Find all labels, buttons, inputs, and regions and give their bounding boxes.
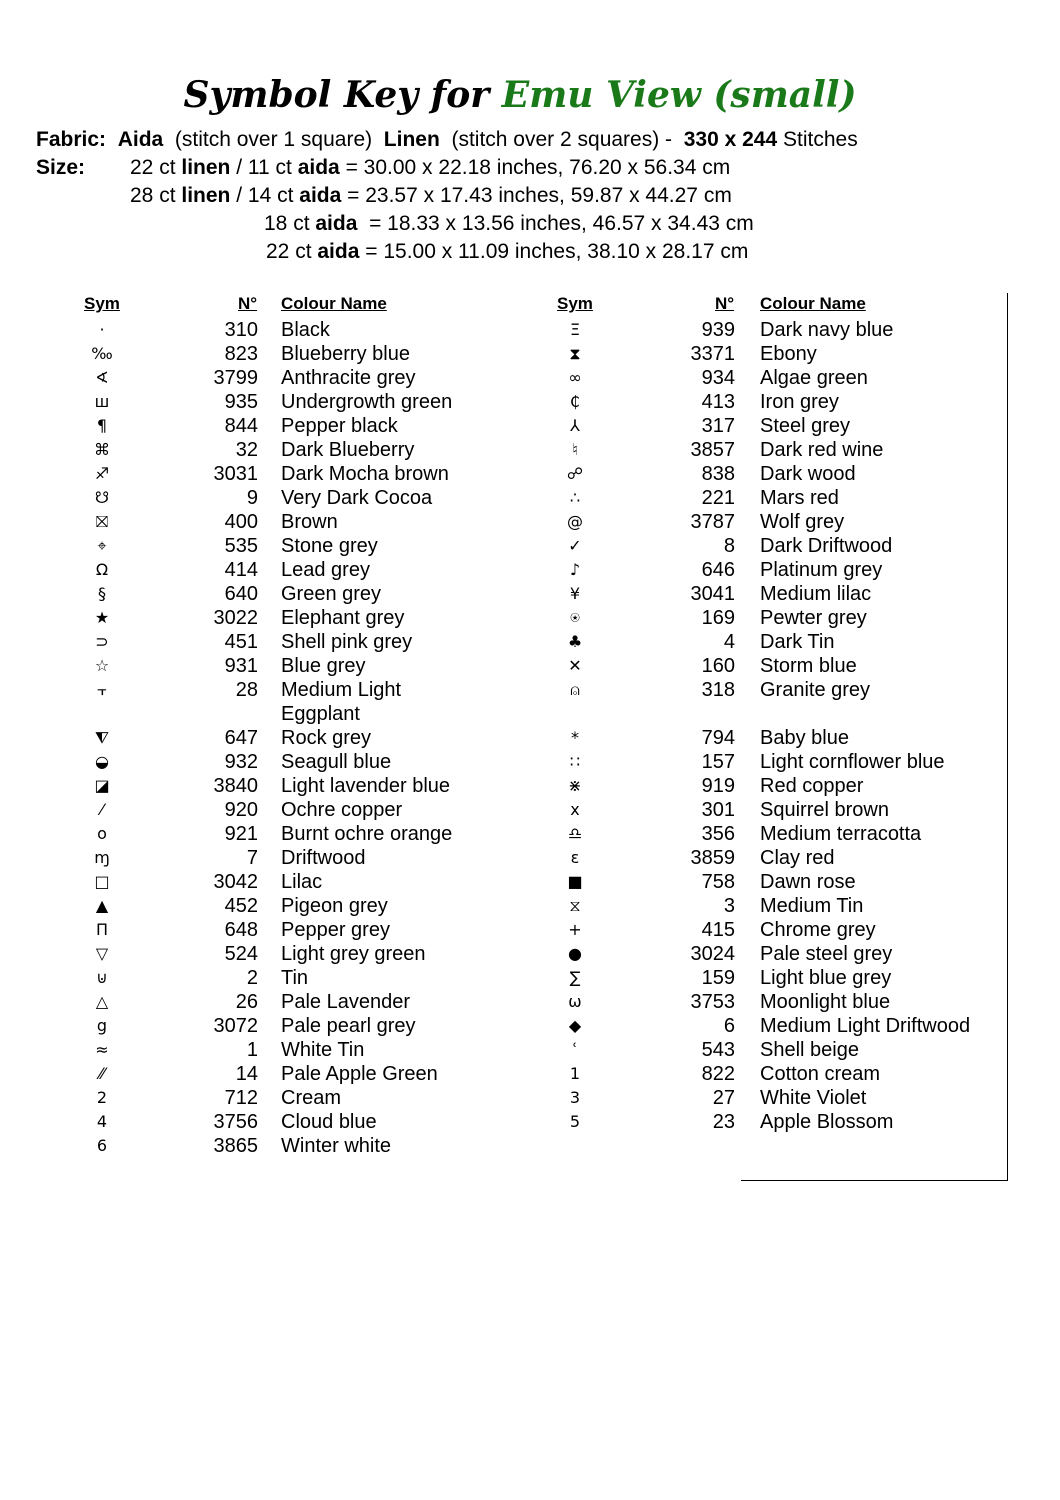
dmc-number: 919 (701, 775, 735, 797)
colour-name: Dark wood (760, 463, 856, 485)
colour-name: Brown (281, 511, 338, 533)
dmc-number: 921 (224, 823, 258, 845)
symbol-icon: ∢ (95, 368, 109, 387)
colour-name: Medium lilac (760, 583, 872, 605)
symbol-icon: 3 (569, 1088, 581, 1107)
dmc-number: 3857 (690, 439, 735, 461)
symbol-icon: 5 (569, 1112, 581, 1131)
dmc-number: 2 (246, 967, 258, 989)
colour-name: Red copper (760, 775, 864, 797)
dmc-number: 712 (224, 1087, 258, 1109)
symbol-icon: ☋ (94, 488, 110, 507)
dmc-number: 3 (723, 895, 735, 917)
colour-name: Medium Light Driftwood (760, 1015, 971, 1037)
dmc-number: 6 (723, 1015, 735, 1037)
border-line (741, 1180, 1008, 1181)
symbol-icon: ¥ (569, 584, 581, 603)
dmc-number: 838 (701, 463, 735, 485)
colour-name: Steel grey (760, 415, 851, 437)
dmc-number: 3072 (213, 1015, 258, 1037)
dmc-number: 3022 (213, 607, 258, 629)
symbol-icon: @ (567, 512, 583, 531)
colour-name: Pale steel grey (760, 943, 893, 965)
symbol-icon: △ (95, 992, 109, 1011)
colour-name: Cotton cream (760, 1063, 881, 1085)
dmc-number: 414 (224, 559, 258, 581)
symbol-icon: ш (94, 392, 110, 411)
symbol-icon: Π (95, 920, 109, 939)
size-line: 22 ct aida = 15.00 x 11.09 inches, 38.10 x 28.17 cm (266, 240, 749, 263)
colour-name: Squirrel brown (760, 799, 889, 821)
symbol-icon: x (570, 800, 580, 819)
colour-name: Dark Mocha brown (281, 463, 449, 485)
dmc-number: 535 (224, 535, 258, 557)
symbol-icon: ʿ (572, 1040, 578, 1059)
symbol-icon: 4 (96, 1112, 108, 1131)
dmc-number: 317 (701, 415, 735, 437)
dmc-number: 939 (701, 319, 735, 341)
colour-name: Ochre copper (281, 799, 403, 821)
dmc-number: 415 (701, 919, 735, 941)
dmc-number: 932 (224, 751, 258, 773)
symbol-icon: ⊃ (95, 632, 109, 651)
page-title (0, 72, 1040, 118)
size-line: 22 ct linen / 11 ct aida = 30.00 x 22.18 inches, 76.20 x 56.34 cm (130, 156, 731, 179)
colour-name: Dark Tin (760, 631, 835, 653)
colour-name: Tin (281, 967, 309, 989)
colour-name: Seagull blue (281, 751, 392, 773)
symbol-icon: ∞ (568, 368, 582, 387)
symbol-icon: 6 (96, 1136, 108, 1155)
symbol-icon: ₵ (569, 392, 581, 411)
symbol-icon: Ω (95, 560, 109, 579)
colour-name: Pale Apple Green (281, 1063, 438, 1085)
symbol-icon: ‰ (91, 344, 113, 363)
colour-name: Lead grey (281, 559, 370, 581)
symbol-icon: ☍ (566, 464, 584, 483)
symbol-icon: ◒ (95, 752, 109, 771)
size-label: Size: (36, 156, 86, 179)
dmc-number: 23 (712, 1111, 735, 1133)
symbol-icon: ▲ (95, 896, 109, 915)
symbol-icon: ∑ (569, 968, 581, 987)
symbol-icon: ♪ (569, 560, 581, 579)
symbol-icon: ¶ (96, 416, 108, 435)
dmc-number: 844 (224, 415, 258, 437)
dmc-number: 413 (701, 391, 735, 413)
colour-name: Dawn rose (760, 871, 856, 893)
colour-name: Anthracite grey (281, 367, 416, 389)
dmc-number: 3371 (690, 343, 735, 365)
symbol-icon: ◪ (94, 776, 110, 795)
pattern-name: Emu View (small) (501, 74, 857, 116)
colour-name: Pepper black (281, 415, 398, 437)
dmc-number: 451 (224, 631, 258, 653)
colour-name: Blue grey (281, 655, 366, 677)
colour-name: Medium Tin (760, 895, 864, 917)
colour-name: Dark red wine (760, 439, 884, 461)
colour-name: Undergrowth green (281, 391, 453, 413)
colour-name: Winter white (281, 1135, 392, 1157)
dmc-number: 32 (235, 439, 258, 461)
colour-name: Light lavender blue (281, 775, 451, 797)
symbol-icon: ■ (567, 872, 583, 891)
dmc-number: 318 (701, 679, 735, 701)
symbol-icon: ⍝ (570, 680, 580, 699)
colour-name: Blueberry blue (281, 343, 410, 365)
dmc-number: 822 (701, 1063, 735, 1085)
colour-name: Storm blue (760, 655, 857, 677)
dmc-number: 9 (246, 487, 258, 509)
colour-name: Light blue grey (760, 967, 892, 989)
dmc-number: 310 (224, 319, 258, 341)
symbol-icon: ⅄ (570, 416, 580, 435)
colour-name: Platinum grey (760, 559, 883, 581)
colour-name: Driftwood (281, 847, 366, 869)
symbol-icon: ⧗ (569, 344, 581, 363)
colour-name: Elephant grey (281, 607, 405, 629)
symbol-icon: ∷ (569, 752, 581, 771)
dmc-number: 452 (224, 895, 258, 917)
fabric-line: Fabric: Aida (stitch over 1 square) Linen (stitch over 2 squares) - 330 x 244 Stitches (36, 128, 858, 151)
symbol-icon: ● (568, 944, 582, 963)
colour-name: Light grey green (281, 943, 426, 965)
colour-name: Granite grey (760, 679, 871, 701)
symbol-icon: ♐ (94, 464, 110, 483)
dmc-number: 14 (235, 1063, 258, 1085)
symbol-icon: ▽ (95, 944, 109, 963)
colour-name: Dark Driftwood (760, 535, 893, 557)
symbol-icon: ⊍ (96, 968, 108, 987)
symbol-icon: o (97, 824, 107, 843)
symbol-icon: ♣ (567, 632, 583, 651)
dmc-number: 3859 (690, 847, 735, 869)
colour-name: White Tin (281, 1039, 365, 1061)
dmc-number: 27 (712, 1087, 735, 1109)
dmc-number: 640 (224, 583, 258, 605)
symbol-icon: ω (568, 992, 582, 1011)
symbol-icon: § (98, 584, 106, 603)
colour-name: Iron grey (760, 391, 839, 413)
dmc-number: 159 (701, 967, 735, 989)
dmc-number: 26 (235, 991, 258, 1013)
symbol-icon: 1 (569, 1064, 581, 1083)
symbol-icon: + (568, 920, 582, 939)
symbol-icon: ⌘ (94, 440, 110, 459)
symbol-icon: ⁄⁄ (99, 1064, 105, 1083)
symbol-icon: □ (94, 872, 110, 891)
symbol-icon: ε (570, 848, 580, 867)
size-line: 18 ct aida = 18.33 x 13.56 inches, 46.57 x 34.43 cm (264, 212, 754, 235)
dmc-number: 301 (701, 799, 735, 821)
colour-name: Ebony (760, 343, 817, 365)
border-line (1007, 293, 1008, 1180)
colour-name: Dark navy blue (760, 319, 894, 341)
title-text: Symbol Key for (183, 74, 490, 116)
colour-name: Algae green (760, 367, 868, 389)
symbol-icon: ⧖ (569, 896, 581, 915)
header-number: N° (715, 294, 735, 313)
dmc-number: 3840 (213, 775, 258, 797)
colour-name: Clay red (760, 847, 835, 869)
symbol-icon: ≈ (95, 1040, 109, 1059)
symbol-icon: · (99, 320, 105, 339)
symbol-icon: ⋇ (568, 776, 582, 795)
dmc-number: 758 (701, 871, 735, 893)
header-sym: Sym (557, 294, 593, 313)
symbol-icon: ⛝ (95, 512, 109, 531)
dmc-number: 1 (246, 1039, 258, 1061)
dmc-number: 8 (723, 535, 735, 557)
colour-name: Pale pearl grey (281, 1015, 416, 1037)
colour-name: Moonlight blue (760, 991, 891, 1013)
symbol-icon: ⍟ (570, 608, 580, 627)
dmc-number: 400 (224, 511, 258, 533)
dmc-number: 169 (701, 607, 735, 629)
symbol-icon: ∴ (569, 488, 581, 507)
symbol-icon: ⧨ (94, 728, 110, 747)
dmc-number: 543 (701, 1039, 735, 1061)
colour-name: Pepper grey (281, 919, 390, 941)
colour-name: Pewter grey (760, 607, 867, 629)
dmc-number: 221 (701, 487, 735, 509)
colour-name: Chrome grey (760, 919, 876, 941)
colour-name: Green grey (281, 583, 382, 605)
dmc-number: 3787 (690, 511, 735, 533)
symbol-icon: * (571, 728, 579, 747)
header-sym: Sym (84, 294, 120, 313)
colour-name: Apple Blossom (760, 1111, 894, 1133)
symbol-icon: ◆ (568, 1016, 582, 1035)
dmc-number: 823 (224, 343, 258, 365)
colour-name: Shell pink grey (281, 631, 413, 653)
colour-name: Dark Blueberry (281, 439, 415, 461)
symbol-icon: ɱ (94, 848, 110, 867)
colour-name: Baby blue (760, 727, 849, 749)
dmc-number: 646 (701, 559, 735, 581)
symbol-icon: 2 (96, 1088, 108, 1107)
dmc-number: 28 (235, 679, 258, 701)
dmc-number: 524 (224, 943, 258, 965)
symbol-icon: ⁄ (100, 800, 104, 819)
colour-name: White Violet (760, 1087, 867, 1109)
header-colour-name: Colour Name (281, 294, 387, 313)
colour-name: Black (281, 319, 330, 341)
dmc-number: 3042 (213, 871, 258, 893)
dmc-number: 3865 (213, 1135, 258, 1157)
header-colour-name: Colour Name (760, 294, 866, 313)
colour-name: Mars red (760, 487, 839, 509)
dmc-number: 3024 (690, 943, 735, 965)
colour-name: Shell beige (760, 1039, 859, 1061)
colour-name: Medium Light Eggplant (281, 679, 402, 725)
colour-name: Pale Lavender (281, 991, 410, 1013)
symbol-icon: Ξ (569, 320, 581, 339)
symbol-icon: ♮ (572, 440, 578, 459)
colour-name: Cloud blue (281, 1111, 377, 1133)
dmc-number: 647 (224, 727, 258, 749)
symbol-icon: g (96, 1016, 108, 1035)
symbol-icon: ♎ (567, 824, 583, 843)
symbol-icon: ✕ (568, 656, 582, 675)
dmc-number: 7 (246, 847, 258, 869)
dmc-number: 3799 (213, 367, 258, 389)
header-number: N° (238, 294, 258, 313)
colour-name: Lilac (281, 871, 323, 893)
dmc-number: 934 (701, 367, 735, 389)
dmc-number: 794 (701, 727, 735, 749)
symbol-icon: ⌖ (97, 536, 107, 555)
dmc-number: 3031 (213, 463, 258, 485)
colour-name: Wolf grey (760, 511, 845, 533)
symbol-icon: ✓ (568, 536, 582, 555)
colour-name: Burnt ochre orange (281, 823, 453, 845)
dmc-number: 3756 (213, 1111, 258, 1133)
dmc-number: 356 (701, 823, 735, 845)
dmc-number: 648 (224, 919, 258, 941)
symbol-icon: ☆ (94, 656, 110, 675)
colour-name: Medium terracotta (760, 823, 922, 845)
symbol-icon: ★ (94, 608, 110, 627)
dmc-number: 3041 (690, 583, 735, 605)
dmc-number: 935 (224, 391, 258, 413)
dmc-number: 160 (701, 655, 735, 677)
colour-name: Light cornflower blue (760, 751, 945, 773)
symbol-icon: ⫟ (97, 680, 107, 699)
dmc-number: 3753 (690, 991, 735, 1013)
dmc-number: 920 (224, 799, 258, 821)
colour-name: Stone grey (281, 535, 378, 557)
dmc-number: 157 (701, 751, 735, 773)
colour-name: Very Dark Cocoa (281, 487, 433, 509)
dmc-number: 4 (723, 631, 735, 653)
size-line: 28 ct linen / 14 ct aida = 23.57 x 17.43 inches, 59.87 x 44.27 cm (130, 184, 732, 207)
dmc-number: 931 (224, 655, 258, 677)
colour-name: Pigeon grey (281, 895, 388, 917)
colour-name: Cream (281, 1087, 342, 1109)
colour-name: Rock grey (281, 727, 372, 749)
